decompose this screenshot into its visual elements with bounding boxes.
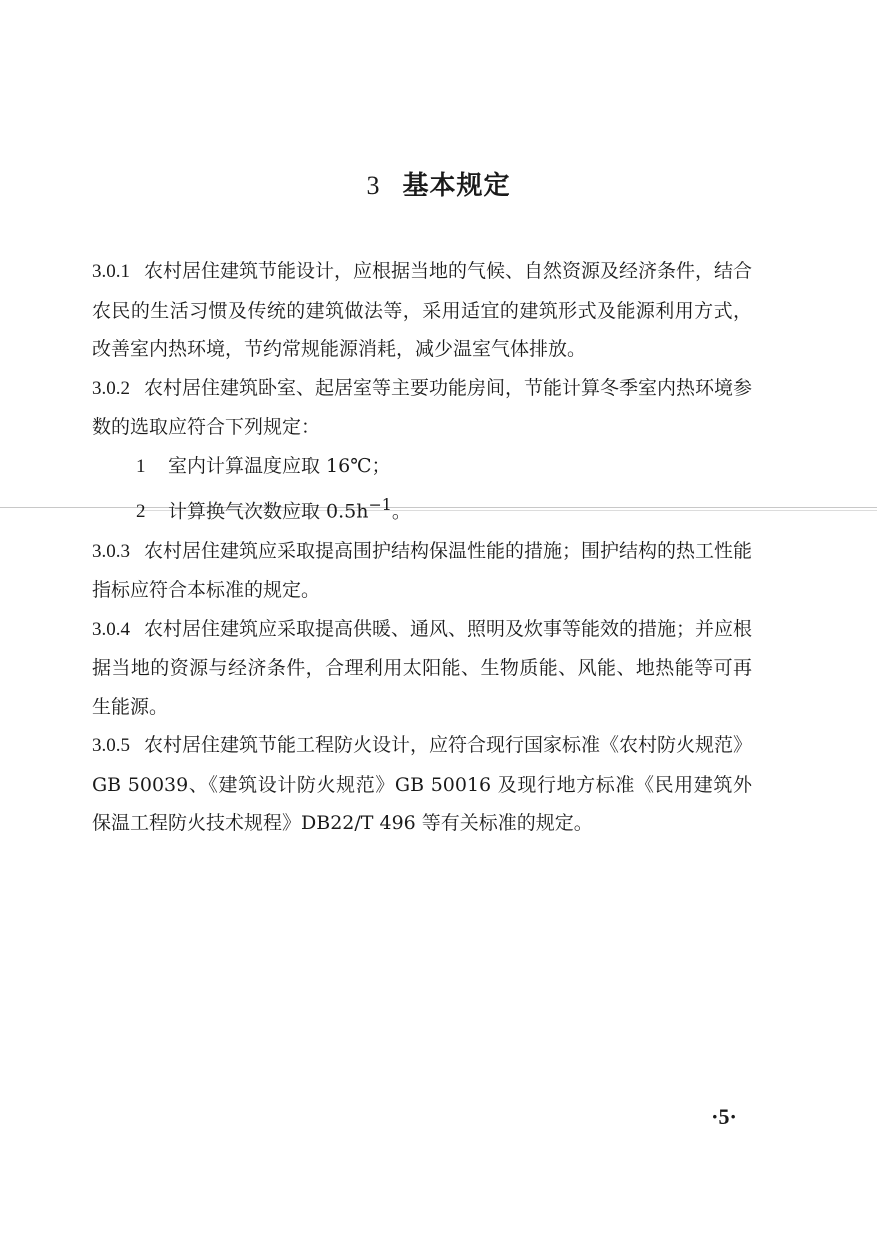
clause-3-0-2 [92, 369, 752, 447]
page-number: ·5· [711, 1104, 737, 1129]
item-text: 室内计算温度应取 16℃； [168, 454, 391, 477]
clause-text: 农村居住建筑应采取提高围护结构保温性能的措施；围护结构的热工性能指标应符合本标准的规定。 [92, 539, 753, 602]
chapter-number: 3 [366, 171, 381, 200]
list-item [92, 447, 752, 487]
clause-text: 农村居住建筑节能设计，应根据当地的气候、自然资源及经济条件，结合农民的生活习惯及传统的建筑做法等，采用适宜的建筑形式及能源利用方式，改善室内热环境，节约常规能源消耗，减少温室气体排放。 [92, 260, 753, 360]
clause-3-0-1 [92, 252, 752, 369]
item-text-end: 。 [391, 500, 411, 523]
list-item [92, 486, 752, 532]
clause-text: 农村居住建筑节能工程防火设计，应符合现行国家标准《农村防火规范》GB 50039、《建筑设计防火规范》GB 50016 及现行地方标准《民用建筑外保温工程防火技术规程》DB22/T 496 等有关标准的规定。 [92, 734, 753, 835]
clause-3-0-3 [92, 532, 752, 610]
clause-number: 3.0.4 [92, 618, 130, 640]
chapter-title-text: 基本规定 [402, 171, 511, 201]
clause-number: 3.0.2 [92, 377, 130, 399]
clause-number: 3.0.1 [92, 261, 130, 282]
item-text: 计算换气次数应取 0.5h [168, 500, 369, 523]
clause-3-0-4 [92, 610, 752, 727]
item-number: 1 [136, 455, 146, 477]
clause-text: 农村居住建筑卧室、起居室等主要功能房间，节能计算冬季室内热环境参数的选取应符合下列规定： [92, 376, 753, 438]
clause-3-0-5 [92, 726, 752, 843]
document-body [92, 252, 752, 843]
chapter-title [0, 165, 877, 202]
clause-number: 3.0.5 [92, 735, 130, 757]
clause-number: 3.0.3 [92, 540, 130, 562]
clause-text: 农村居住建筑应采取提高供暖、通风、照明及炊事等能效的措施；并应根据当地的资源与经济条件，合理利用太阳能、生物质能、风能、地热能等可再生能源。 [92, 617, 753, 718]
item-superscript: −1 [368, 495, 392, 514]
item-number: 2 [136, 501, 146, 523]
